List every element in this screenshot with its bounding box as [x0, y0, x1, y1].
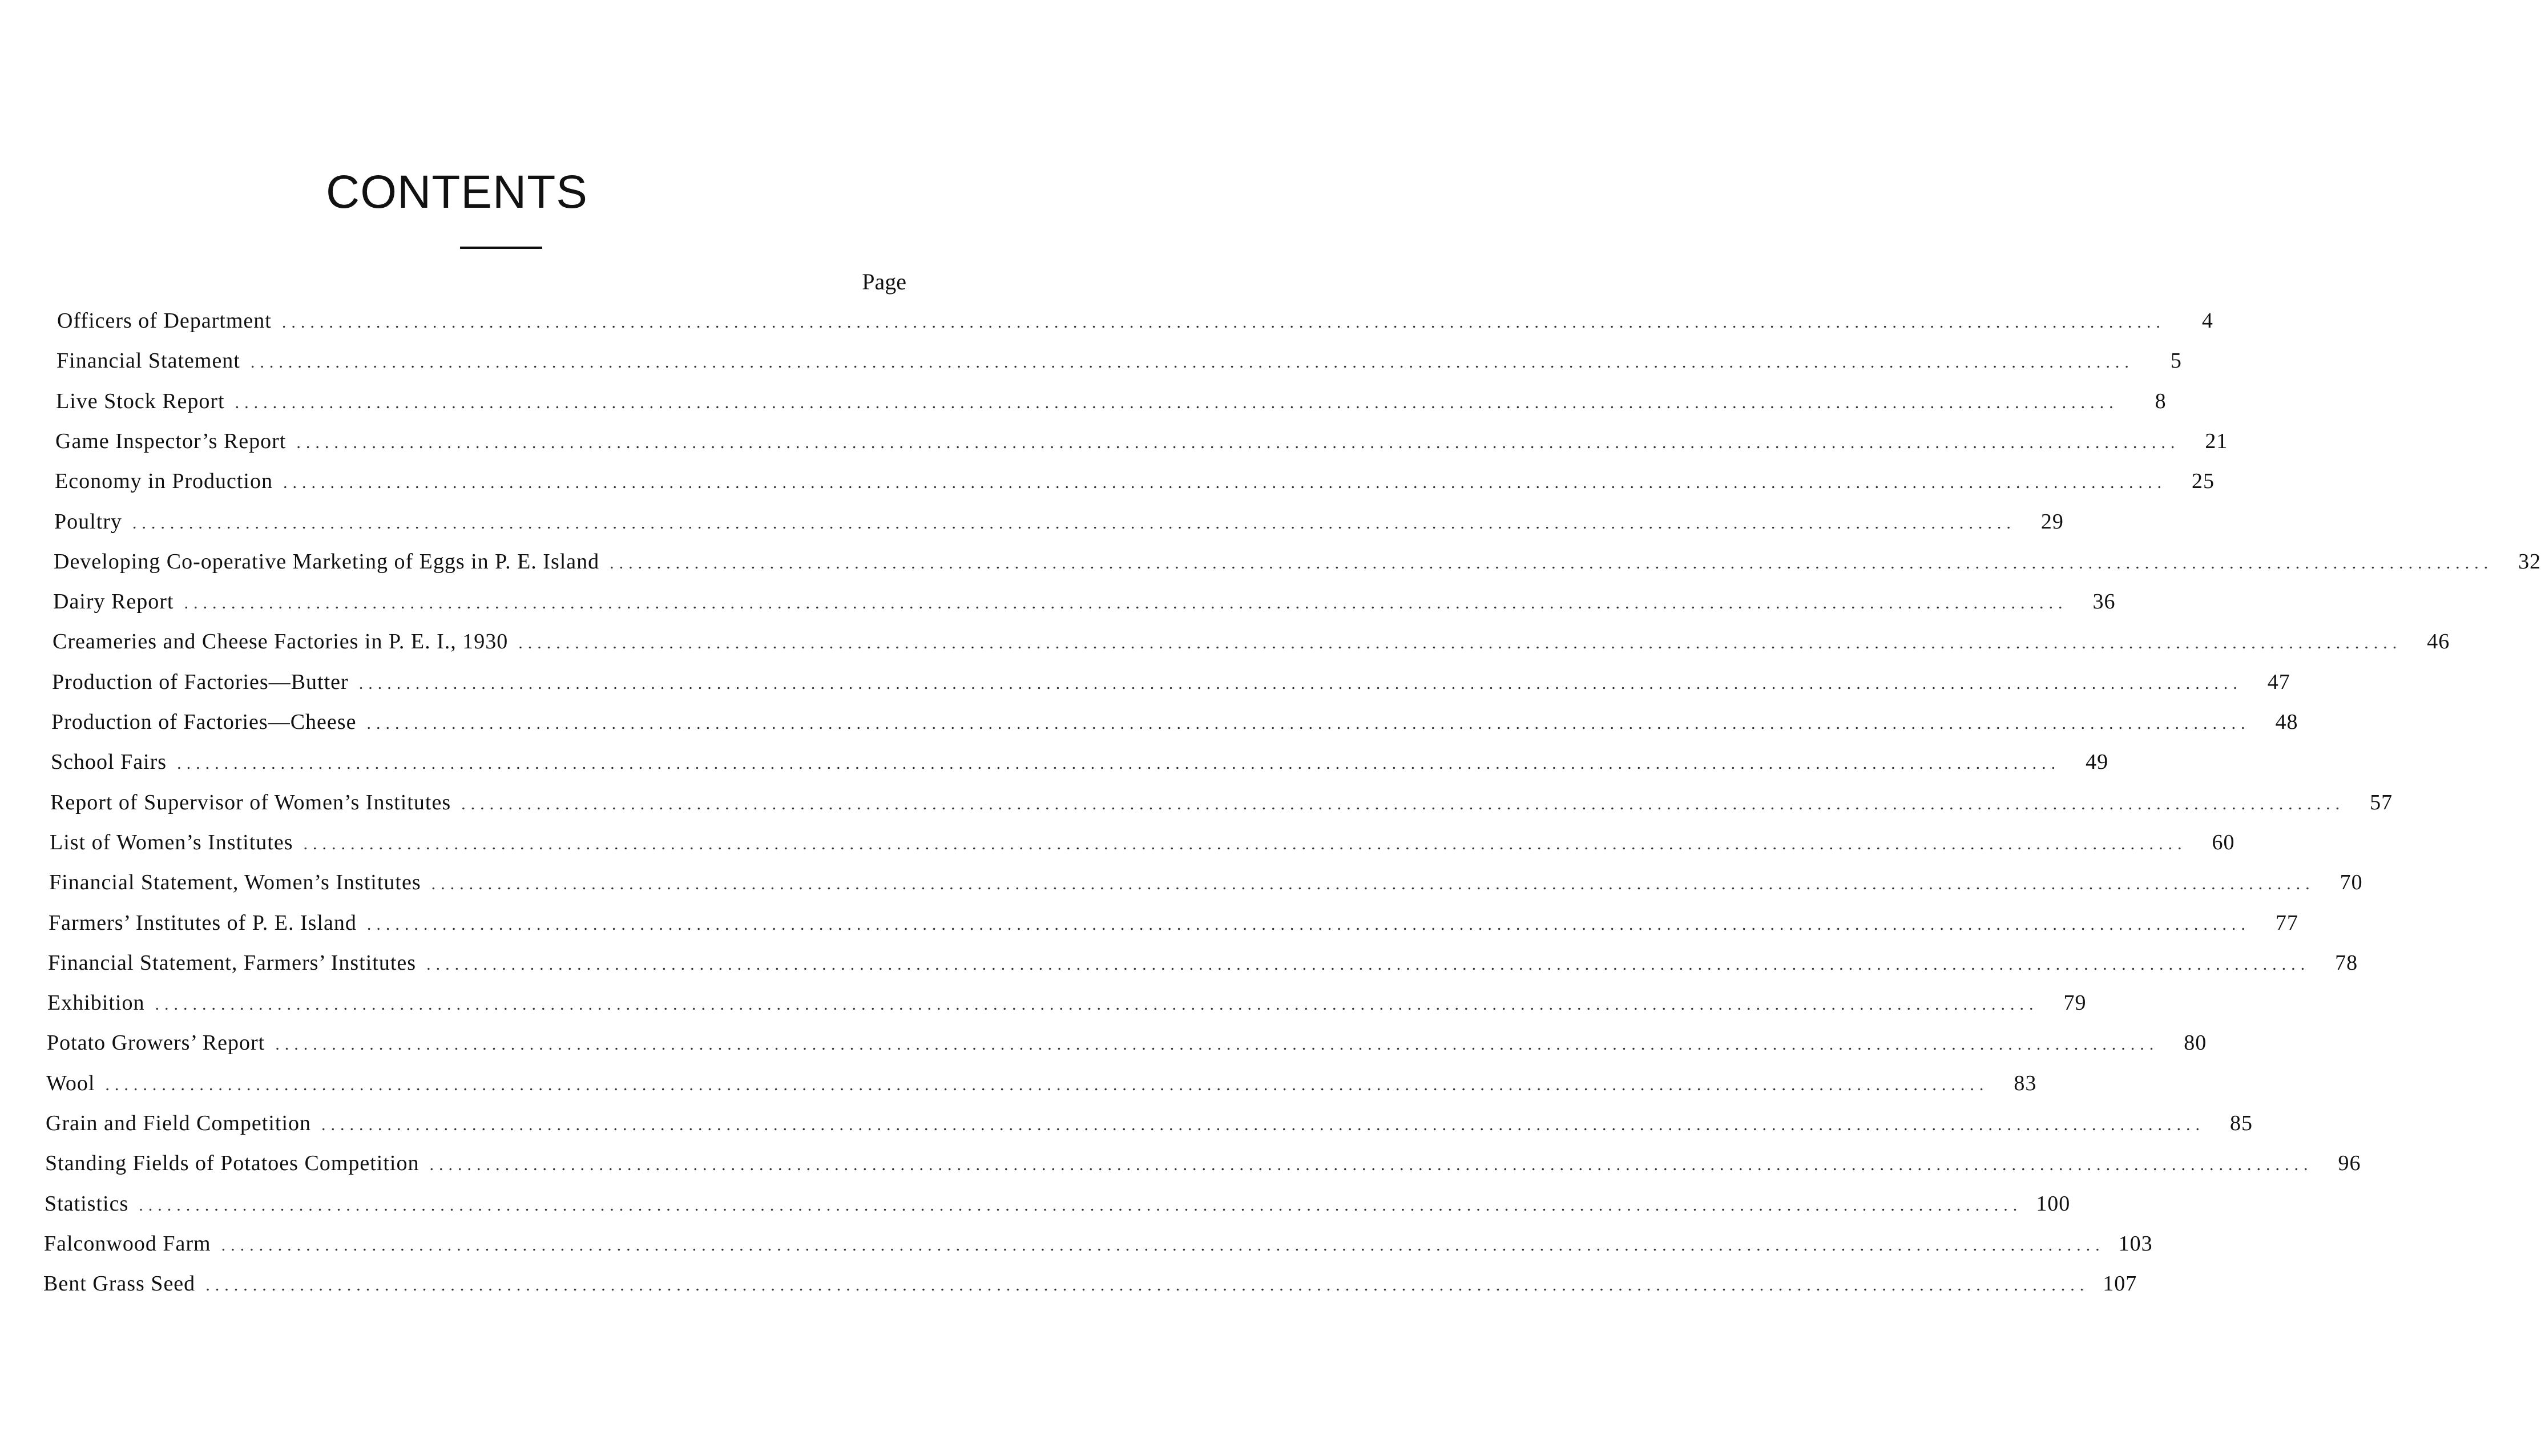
- toc-entry-page-number: 77: [2275, 910, 2298, 935]
- toc-entry: [53, 589, 2116, 623]
- toc-entry: [56, 389, 2167, 423]
- toc-entry: [46, 1111, 2253, 1145]
- dot-leader: ........................................................................................................................................................................................................: [250, 353, 2134, 372]
- toc-entry-page-number: 8: [2155, 389, 2167, 413]
- dot-leader: ........................................................................................................................................................................................................: [358, 673, 2242, 693]
- dot-leader: ........................................................................................................................................................................................................: [303, 834, 2187, 853]
- dot-leader: ........................................................................................................................................................................................................: [184, 594, 2068, 613]
- toc-entry-title: Game Inspector’s Report: [55, 429, 287, 453]
- dot-leader: ........................................................................................................................................................................................................: [275, 1035, 2159, 1054]
- dot-leader: ........................................................................................................................................................................................................: [155, 995, 2039, 1014]
- dot-leader: ........................................................................................................................................................................................................: [431, 874, 2315, 894]
- toc-entry-title: Exhibition: [47, 991, 145, 1015]
- dot-leader: ........................................................................................................................................................................................................: [426, 954, 2310, 974]
- toc-entry-page-number: 46: [2427, 630, 2450, 654]
- toc-entry-title: List of Women’s Institutes: [50, 830, 293, 854]
- toc-entry: [54, 509, 2064, 543]
- toc-entry-title: Falconwood Farm: [44, 1231, 211, 1256]
- toc-entry-page-number: 5: [2170, 349, 2182, 373]
- title-divider: [460, 247, 542, 249]
- dot-leader: ........................................................................................................................................................................................................: [177, 754, 2061, 773]
- toc-entry: [49, 870, 2363, 904]
- toc-entry-title: Grain and Field Competition: [46, 1111, 312, 1135]
- toc-entry-page-number: 21: [2205, 429, 2228, 453]
- toc-entry: [47, 1030, 2207, 1064]
- toc-entry-page-number: 60: [2212, 830, 2235, 854]
- toc-entry-page-number: 107: [2103, 1272, 2137, 1296]
- toc-entry-page-number: 80: [2184, 1031, 2207, 1055]
- toc-entry: [47, 990, 2087, 1025]
- toc-entry-page-number: 36: [2092, 590, 2116, 614]
- toc-entry-page-number: 103: [2118, 1231, 2153, 1256]
- toc-entry-title: Potato Growers’ Report: [47, 1031, 265, 1055]
- toc-entry-title: Financial Statement, Women’s Institutes: [49, 870, 421, 895]
- toc-entry-title: Farmers’ Institutes of P. E. Island: [49, 910, 357, 935]
- toc-entry-title: Creameries and Cheese Factories in P. E. I., 1930: [53, 630, 509, 654]
- toc-entry-page-number: 47: [2267, 669, 2290, 694]
- toc-entry: [55, 469, 2215, 503]
- page-title: CONTENTS: [326, 166, 588, 218]
- dot-leader: ........................................................................................................................................................................................................: [235, 393, 2119, 412]
- toc-entry-title: Financial Statement, Farmers’ Institutes: [48, 950, 417, 975]
- toc-entry-page-number: 100: [2036, 1191, 2071, 1216]
- toc-entry-page-number: 49: [2086, 750, 2109, 775]
- toc-entry: [55, 429, 2228, 463]
- toc-entry: [57, 308, 2213, 342]
- dot-leader: ........................................................................................................................................................................................................: [321, 1115, 2205, 1134]
- dot-leader: ........................................................................................................................................................................................................: [461, 794, 2345, 813]
- toc-entry-title: Economy in Production: [55, 469, 273, 494]
- toc-entry: [57, 348, 2182, 382]
- toc-entry-page-number: 78: [2335, 950, 2358, 975]
- toc-entry-title: Officers of Department: [57, 309, 272, 333]
- toc-entry: [44, 1231, 2153, 1265]
- toc-entry-title: Production of Factories—Cheese: [51, 710, 357, 734]
- toc-entry-page-number: 70: [2340, 870, 2363, 895]
- dot-leader: ........................................................................................................................................................................................................: [132, 513, 2016, 533]
- toc-entry: [53, 629, 2450, 663]
- toc-entry-title: Live Stock Report: [56, 389, 225, 413]
- toc-entry-title: Bent Grass Seed: [43, 1272, 196, 1296]
- toc-entry-title: Statistics: [45, 1191, 129, 1216]
- dot-leader: ........................................................................................................................................................................................................: [429, 1155, 2313, 1175]
- toc-entry-title: Wool: [46, 1071, 95, 1095]
- toc-entry: [52, 669, 2290, 704]
- toc-entry: [54, 549, 2541, 583]
- toc-entry-title: Standing Fields of Potatoes Competition: [45, 1151, 420, 1176]
- toc-entry-page-number: 32: [2518, 549, 2541, 574]
- toc-entry-title: Production of Factories—Butter: [52, 669, 349, 694]
- toc-entry-title: Financial Statement: [57, 349, 240, 373]
- dot-leader: ........................................................................................................................................................................................................: [518, 634, 2402, 653]
- toc-entry: [43, 1271, 2137, 1305]
- dot-leader: ........................................................................................................................................................................................................: [366, 714, 2250, 733]
- toc-entry-page-number: 48: [2275, 710, 2298, 734]
- toc-entry-page-number: 96: [2338, 1151, 2361, 1176]
- toc-entry: [46, 1071, 2037, 1105]
- dot-leader: ........................................................................................................................................................................................................: [139, 1195, 2023, 1215]
- toc-entry-page-number: 4: [2201, 309, 2213, 333]
- toc-entry-title: Dairy Report: [53, 590, 174, 614]
- toc-entry: [45, 1151, 2361, 1185]
- toc-entry-title: School Fairs: [51, 750, 167, 775]
- toc-entry-page-number: 57: [2370, 790, 2393, 814]
- dot-leader: ........................................................................................................................................................................................................: [281, 313, 2165, 332]
- toc-entry-title: Poultry: [54, 509, 122, 534]
- toc-entry: [50, 790, 2393, 824]
- toc-entry: [48, 950, 2358, 985]
- toc-entry-page-number: 85: [2230, 1111, 2253, 1135]
- dot-leader: ........................................................................................................................................................................................................: [610, 553, 2494, 572]
- toc-entry-page-number: 29: [2040, 509, 2064, 534]
- dot-leader: ........................................................................................................................................................................................................: [296, 433, 2180, 452]
- toc-entry: [51, 749, 2109, 784]
- toc-entry-page-number: 83: [2014, 1071, 2037, 1095]
- dot-leader: ........................................................................................................................................................................................................: [205, 1276, 2090, 1295]
- toc-entry-title: Developing Co-operative Marketing of Eggs in P. E. Island: [54, 549, 600, 574]
- dot-leader: ........................................................................................................................................................................................................: [366, 914, 2250, 934]
- dot-leader: ........................................................................................................................................................................................................: [105, 1075, 1989, 1094]
- toc-entry: [49, 910, 2298, 945]
- toc-entry-page-number: 25: [2191, 469, 2215, 494]
- dot-leader: ........................................................................................................................................................................................................: [283, 473, 2167, 493]
- dot-leader: ........................................................................................................................................................................................................: [221, 1235, 2105, 1255]
- toc-entry: [51, 709, 2298, 744]
- toc-entry-title: Report of Supervisor of Women’s Institutes: [50, 790, 451, 814]
- toc-entry-page-number: 79: [2063, 991, 2087, 1015]
- page-column-heading: Page: [862, 269, 906, 295]
- toc-entry: [45, 1191, 2071, 1225]
- toc-entry: [50, 830, 2235, 864]
